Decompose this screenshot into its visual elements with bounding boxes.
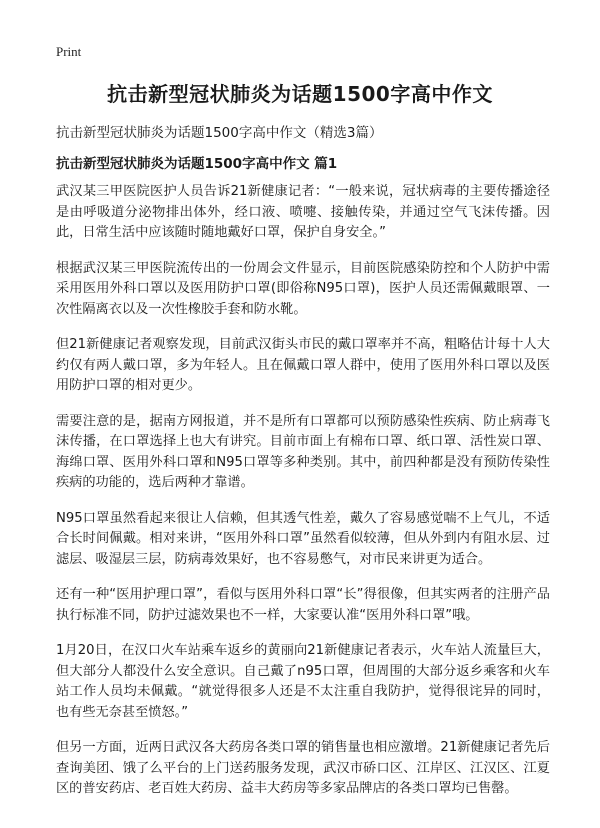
document-title: 抗击新型冠状肺炎为话题1500字高中作文 (107, 82, 493, 106)
paragraph-6: 还有一种“医用护理口罩”，看似与医用外科口罩“长”得很像，但其实两者的注册产品执行标准不同，防护过滤效果也不一样，大家要认准“医用外科口罩”哦。 (56, 587, 550, 623)
section-heading: 抗击新型冠状肺炎为话题1500字高中作文 篇1 (56, 156, 338, 172)
paragraph-1: 武汉某三甲医院医护人员告诉21新健康记者：“一般来说，冠状病毒的主要传播途径是由呼吸道分泌物排出体外，经口液、喷嚏、接触传染，并通过空气飞沫传播。因此，日常生活中应该随时随地戴好口罩，保护自身安全。” (56, 184, 550, 240)
print-link[interactable]: Print (56, 44, 82, 59)
paragraph-7: 1月20日，在汉口火车站乘车返乡的黄丽向21新健康记者表示，火车站人流量巨大，但大部分人都没什么安全意识。自己戴了n95口罩，但周围的大部分返乡乘客和火车站工作人员均未佩戴。“就觉得很多人还是不太注重自我防护，觉得很诧异的同时，也有些无奈甚至愤怒。” (56, 643, 550, 720)
paragraph-3: 但21新健康记者观察发现，目前武汉街头市民的戴口罩率并不高，粗略估计每十人大约仅有两人戴口罩，多为年轻人。且在佩戴口罩人群中，使用了医用外科口罩以及医用防护口罩的相对更少。 (56, 337, 550, 393)
article-body (56, 182, 550, 815)
paragraph-2: 根据武汉某三甲医院流传出的一份周会文件显示，目前医院感染防控和个人防护中需采用医用外科口罩以及医用防护口罩(即俗称N95口罩)，医护人员还需佩戴眼罩、一次性隔离衣以及一次性橡胶手套和防水靴。 (56, 260, 550, 317)
paragraph-5: N95口罩虽然看起来很让人信赖，但其透气性差，戴久了容易感觉喘不上气儿，不适合长时间佩戴。相对来讲，“医用外科口罩”虽然看似较薄，但从外到内有阻水层、过滤层、吸湿层三层，防病毒效果好，也不容易憋气，对市民来讲更为适合。 (56, 510, 550, 567)
paragraph-4: 需要注意的是，据南方网报道，并不是所有口罩都可以预防感染性疾病、防止病毒飞沫传播，在口罩选择上也大有讲究。目前市面上有棉布口罩、纸口罩、活性炭口罩、海绵口罩、医用外科口罩和N95口罩等多种类别。其中，前四种都是没有预防传染性疾病的功能的，选后两种才靠谱。 (56, 413, 550, 490)
paragraph-8: 但另一方面，近两日武汉各大药房各类口罩的销售量也相应激增。21新健康记者先后查询美团、饿了么平台的上门送药服务发现，武汉市硚口区、江岸区、江汉区、江夏区的普安药店、老百姓大药房、益丰大药房等多家品牌店的各类口罩均已售罄。 (56, 740, 550, 796)
document-subtitle: 抗击新型冠状肺炎为话题1500字高中作文（精选3篇） (56, 125, 383, 141)
